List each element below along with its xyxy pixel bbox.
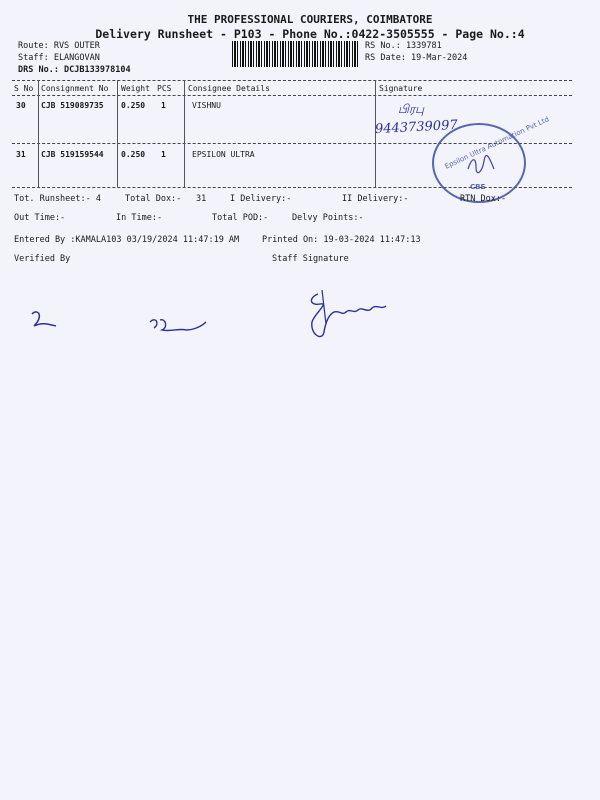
delvy-points: Delvy Points:- bbox=[292, 213, 364, 223]
i-delivery: I Delivery:- bbox=[230, 194, 292, 204]
out-time: Out Time:- bbox=[14, 213, 66, 223]
col-divider bbox=[184, 80, 185, 187]
col-divider bbox=[117, 80, 118, 187]
row-consignment: CJB 519159544 bbox=[41, 150, 104, 159]
col-header-signature: Signature bbox=[379, 84, 423, 93]
verifier-signature bbox=[146, 312, 210, 336]
company-title: THE PROFESSIONAL COURIERS, COIMBATORE bbox=[187, 13, 433, 26]
row-consignee: VISHNU bbox=[192, 101, 221, 110]
rs-date: RS Date: 19-Mar-2024 bbox=[365, 53, 468, 63]
table-top-rule bbox=[12, 80, 572, 81]
total-dox-label: Total Dox:- bbox=[125, 194, 182, 204]
stamp-city: CBE bbox=[470, 183, 486, 191]
total-dox-value: 31 bbox=[196, 194, 207, 204]
col-header-weight: Weight bbox=[121, 84, 150, 93]
verified-by-label: Verified By bbox=[14, 254, 71, 264]
rtn-dox: RTN Dox:- bbox=[460, 194, 507, 204]
ii-delivery: II Delivery:- bbox=[342, 194, 409, 204]
entered-by: Entered By :KAMALA103 03/19/2024 11:47:19 AM bbox=[14, 235, 240, 245]
col-divider bbox=[38, 80, 39, 187]
staff-label: Staff: ELANGOVAN bbox=[18, 53, 100, 63]
table-header-rule bbox=[12, 95, 572, 96]
route-label: Route: RVS OUTER bbox=[18, 41, 100, 51]
printed-on: Printed On: 19-03-2024 11:47:13 bbox=[262, 235, 421, 245]
col-header-consignment: Consignment No bbox=[41, 84, 109, 93]
stamp-arc-text: Epsilon Ultra Automation Pvt Ltd bbox=[443, 115, 551, 171]
staff-signature-label: Staff Signature bbox=[272, 254, 349, 264]
staff-signature bbox=[300, 284, 390, 346]
row-consignment: CJB 519089735 bbox=[41, 101, 104, 110]
row-weight: 0.250 bbox=[121, 150, 146, 159]
total-pod: Total POD:- bbox=[212, 213, 269, 223]
col-header-sno: S No bbox=[14, 84, 34, 93]
handwritten-name: பிரபு bbox=[398, 102, 425, 116]
col-header-consignee: Consignee Details bbox=[188, 84, 270, 93]
verifier-initial-signature bbox=[26, 308, 62, 332]
drs-number: DRS No.: DCJB133978104 bbox=[18, 65, 131, 75]
stamp-signature-icon bbox=[466, 153, 496, 175]
tot-runsheet: Tot. Runsheet:- 4 bbox=[14, 194, 101, 204]
rs-number: RS No.: 1339781 bbox=[365, 41, 442, 51]
in-time: In Time:- bbox=[116, 213, 163, 223]
row-consignee: EPSILON ULTRA bbox=[192, 150, 255, 159]
barcode bbox=[232, 41, 360, 67]
company-stamp bbox=[432, 115, 551, 203]
row-sno: 30 bbox=[16, 101, 26, 110]
row-weight: 0.250 bbox=[121, 101, 146, 110]
runsheet-heading: Delivery Runsheet - P103 - Phone No.:0422-3505555 - Page No.:4 bbox=[95, 27, 525, 41]
handwritten-phone: 9443739097 bbox=[374, 117, 459, 138]
row-pcs: 1 bbox=[161, 150, 166, 159]
row-pcs: 1 bbox=[161, 101, 166, 110]
col-header-pcs: PCS bbox=[157, 84, 172, 93]
row-sno: 31 bbox=[16, 150, 26, 159]
